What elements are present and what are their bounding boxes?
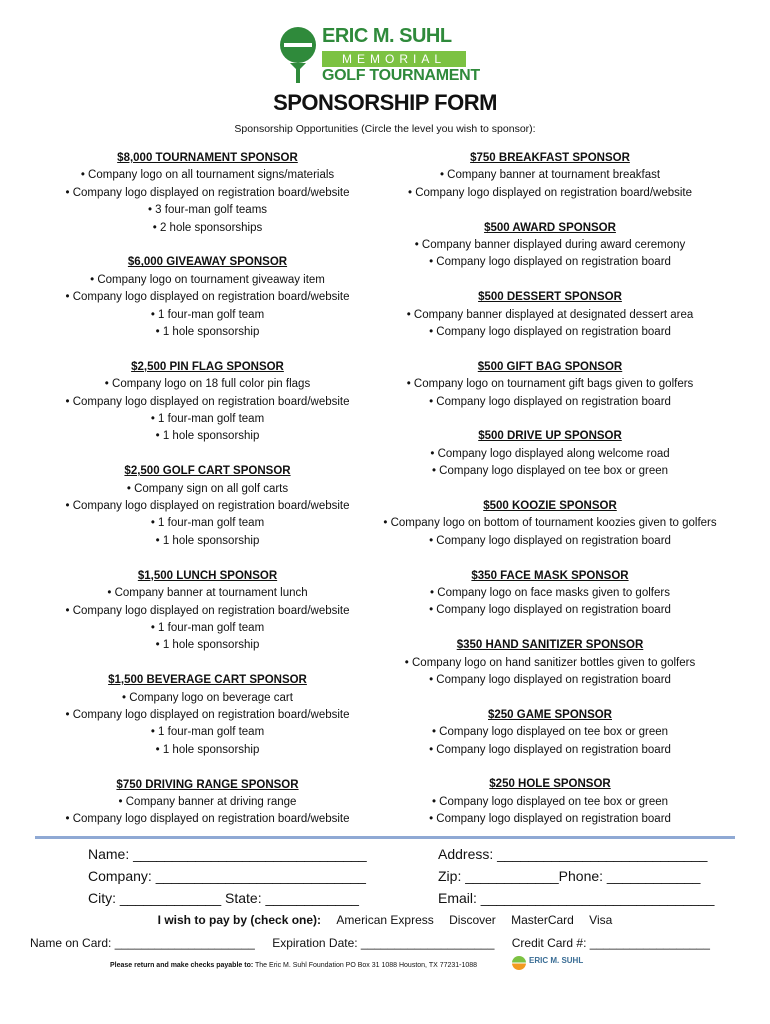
right-sponsor-block[interactable] [365, 220, 735, 272]
card-details-row [30, 936, 740, 950]
tournament-logo [278, 25, 480, 85]
sponsor-benefit-item: • Company banner at driving range [118, 795, 297, 808]
sponsor-benefit-item: • Company logo displayed on registration board [429, 813, 671, 826]
sponsor-benefit-item: • Company logo displayed on registration board [429, 604, 671, 617]
payment-option-mastercard[interactable]: MasterCard [511, 913, 574, 927]
sponsor-benefit-item: • Company logo displayed along welcome road [430, 447, 670, 460]
right-sponsor-column [365, 150, 735, 846]
right-sponsor-block[interactable] [365, 637, 735, 689]
sponsor-level-title[interactable]: $8,000 TOURNAMENT SPONSOR [117, 152, 298, 164]
city-state-field[interactable]: City: _____________ State: ____________ [88, 890, 359, 906]
sponsor-benefit-item: • 1 four-man golf team [150, 413, 265, 426]
credit-card-number-field[interactable]: Credit Card #: __________________ [511, 936, 710, 950]
sponsor-benefit-item: • Company logo displayed on tee box or green [431, 795, 669, 808]
sponsor-level-title[interactable]: $250 GAME SPONSOR [488, 708, 612, 721]
payment-option-discover[interactable]: Discover [449, 913, 496, 927]
sponsor-benefit-item: • 1 hole sponsorship [155, 430, 260, 443]
sponsor-benefit-item: • Company logo displayed on registration board/website [65, 604, 350, 617]
sponsor-benefit-item: • 2 hole sponsorships [152, 221, 263, 234]
sponsor-benefit-item: • Company banner displayed during award ceremony [414, 239, 686, 252]
sponsor-benefit-item: • 1 hole sponsorship [155, 326, 260, 339]
sponsor-benefit-item: • Company banner displayed at designated dessert area [406, 308, 694, 321]
sponsor-benefit-item: • 1 four-man golf team [150, 726, 265, 739]
footer-logo [512, 955, 584, 971]
sponsor-benefit-item: • 1 hole sponsorship [155, 639, 260, 652]
sponsor-level-title[interactable]: $350 HAND SANITIZER SPONSOR [456, 639, 644, 652]
right-sponsor-block[interactable] [365, 428, 735, 480]
payment-option-amex[interactable]: American Express [336, 913, 434, 927]
contact-fields-left [88, 843, 367, 909]
sponsor-level-title[interactable]: $750 BREAKFAST SPONSOR [470, 152, 630, 164]
sponsor-benefit-item: • Company logo displayed on registration board [429, 674, 671, 687]
sponsor-benefit-item: • Company logo on face masks given to golfers [430, 587, 670, 600]
zip-phone-field[interactable]: Zip: ____________Phone: ____________ [438, 868, 701, 884]
left-sponsor-column [30, 150, 385, 846]
sponsor-level-title[interactable]: $6,000 GIVEAWAY SPONSOR [127, 256, 288, 269]
logo-golf-tournament: GOLF TOURNAMENT [322, 67, 480, 84]
sponsor-benefit-item: • 3 four-man golf teams [147, 204, 268, 217]
sponsor-level-title[interactable]: $500 DRIVE UP SPONSOR [478, 430, 622, 443]
sponsor-benefit-item: • Company banner at tournament breakfast [439, 169, 661, 182]
sponsor-benefit-item: • 1 four-man golf team [150, 621, 265, 634]
right-sponsor-block[interactable] [365, 776, 735, 828]
sponsor-level-title[interactable]: $500 DESSERT SPONSOR [478, 291, 622, 304]
sponsor-benefit-item: • Company banner at tournament lunch [107, 587, 308, 600]
payment-label: I wish to pay by (check one): [157, 913, 322, 927]
sponsor-benefit-item: • Company logo displayed on registration board/website [65, 186, 350, 199]
divider-rule [35, 836, 735, 839]
right-sponsor-block[interactable] [365, 707, 735, 759]
sponsor-benefit-item: • Company logo on beverage cart [122, 691, 293, 704]
left-sponsor-block[interactable] [30, 463, 385, 550]
left-sponsor-block[interactable] [30, 568, 385, 655]
payment-option-visa[interactable]: Visa [589, 913, 613, 927]
email-field[interactable]: Email: ______________________________ [438, 890, 715, 906]
sponsor-level-title[interactable]: $1,500 BEVERAGE CART SPONSOR [108, 674, 307, 687]
right-sponsor-block[interactable] [365, 568, 735, 620]
name-on-card-field[interactable]: Name on Card: _____________________ [30, 936, 255, 950]
golf-ball-logo-icon [512, 956, 526, 970]
right-sponsor-block[interactable] [365, 150, 735, 202]
sponsor-benefit-item: • 1 four-man golf team [150, 517, 265, 530]
sponsor-benefit-item: • Company sign on all golf carts [126, 482, 289, 495]
sponsor-benefit-item: • Company logo displayed on registration board [429, 256, 671, 269]
sponsor-benefit-item: • Company logo on 18 full color pin flags [104, 378, 311, 391]
right-sponsor-block[interactable] [365, 289, 735, 341]
sponsor-level-title[interactable]: $500 AWARD SPONSOR [484, 221, 616, 234]
sponsor-level-title[interactable]: $500 GIFT BAG SPONSOR [477, 360, 623, 373]
expiration-date-field[interactable]: Expiration Date: ____________________ [272, 936, 495, 950]
sponsor-level-title[interactable]: $2,500 PIN FLAG SPONSOR [131, 360, 284, 373]
sponsor-level-title[interactable]: $750 DRIVING RANGE SPONSOR [116, 778, 299, 791]
left-sponsor-block[interactable] [30, 672, 385, 759]
sponsor-benefit-item: • Company logo on hand sanitizer bottles given to golfers [404, 656, 696, 669]
left-sponsor-block[interactable] [30, 150, 385, 237]
sponsor-level-title[interactable]: $2,500 GOLF CART SPONSOR [124, 465, 291, 478]
sponsor-level-title[interactable]: $1,500 LUNCH SPONSOR [137, 569, 278, 582]
sponsor-benefit-item: • 1 hole sponsorship [155, 743, 260, 756]
sponsor-benefit-item: • Company logo displayed on registration board/website [65, 708, 350, 721]
sponsor-benefit-item: • Company logo displayed on registration board/website [65, 291, 350, 304]
return-note-label: Please return and make checks payable to: [110, 962, 254, 969]
left-sponsor-block[interactable] [30, 254, 385, 341]
sponsor-level-title[interactable]: $350 FACE MASK SPONSOR [471, 569, 629, 582]
sponsor-benefit-item: • Company logo displayed on tee box or green [431, 465, 669, 478]
company-field[interactable]: Company: ___________________________ [88, 868, 366, 884]
return-note [110, 962, 477, 969]
sponsor-level-title[interactable]: $500 KOOZIE SPONSOR [483, 500, 617, 513]
payment-method-row [0, 913, 770, 927]
right-sponsor-block[interactable] [365, 498, 735, 550]
logo-memorial-band: MEMORIAL [322, 51, 466, 67]
contact-fields-right [438, 843, 714, 909]
sponsor-benefit-item: • Company logo displayed on registration board/website [65, 500, 350, 513]
golf-tee-logo-icon [278, 27, 318, 83]
logo-name: ERIC M. SUHL [322, 25, 452, 47]
sponsor-level-title[interactable]: $250 HOLE SPONSOR [489, 778, 611, 791]
sponsor-benefit-item: • Company logo on all tournament signs/materials [80, 169, 335, 182]
name-field[interactable]: Name: ______________________________ [88, 846, 367, 862]
sponsor-benefit-item: • Company logo displayed on registration board [429, 395, 671, 408]
sponsor-benefit-item: • 1 four-man golf team [150, 308, 265, 321]
sponsor-benefit-item: • Company logo on tournament gift bags given to golfers [406, 378, 694, 391]
form-subtitle: Sponsorship Opportunities (Circle the level you wish to sponsor): [234, 123, 536, 135]
sponsor-benefit-item: • Company logo displayed on registration board [429, 326, 671, 339]
sponsor-benefit-item: • Company logo displayed on registration board/website [65, 395, 350, 408]
sponsor-benefit-item: • 1 hole sponsorship [155, 534, 260, 547]
sponsor-benefit-item: • Company logo displayed on tee box or green [431, 726, 669, 739]
sponsor-benefit-item: • Company logo displayed on registration board/website [65, 813, 350, 826]
form-title: SPONSORSHIP FORM [273, 90, 497, 115]
sponsor-benefit-item: • Company logo on bottom of tournament koozies given to golfers [383, 517, 717, 530]
return-note-address: The Eric M. Suhl Foundation PO Box 31 1088 Houston, TX 77231-1088 [255, 962, 478, 969]
sponsor-benefit-item: • Company logo displayed on registration board/website [407, 186, 693, 199]
left-sponsor-block[interactable] [30, 777, 385, 829]
sponsor-benefit-item: • Company logo displayed on registration board [429, 743, 671, 756]
footer-logo-text: ERIC M. SUHL [529, 956, 584, 965]
address-field[interactable]: Address: ___________________________ [438, 846, 708, 862]
sponsor-benefit-item: • Company logo on tournament giveaway item [90, 273, 325, 286]
right-sponsor-block[interactable] [365, 359, 735, 411]
sponsor-benefit-item: • Company logo displayed on registration board [429, 534, 671, 547]
left-sponsor-block[interactable] [30, 359, 385, 446]
